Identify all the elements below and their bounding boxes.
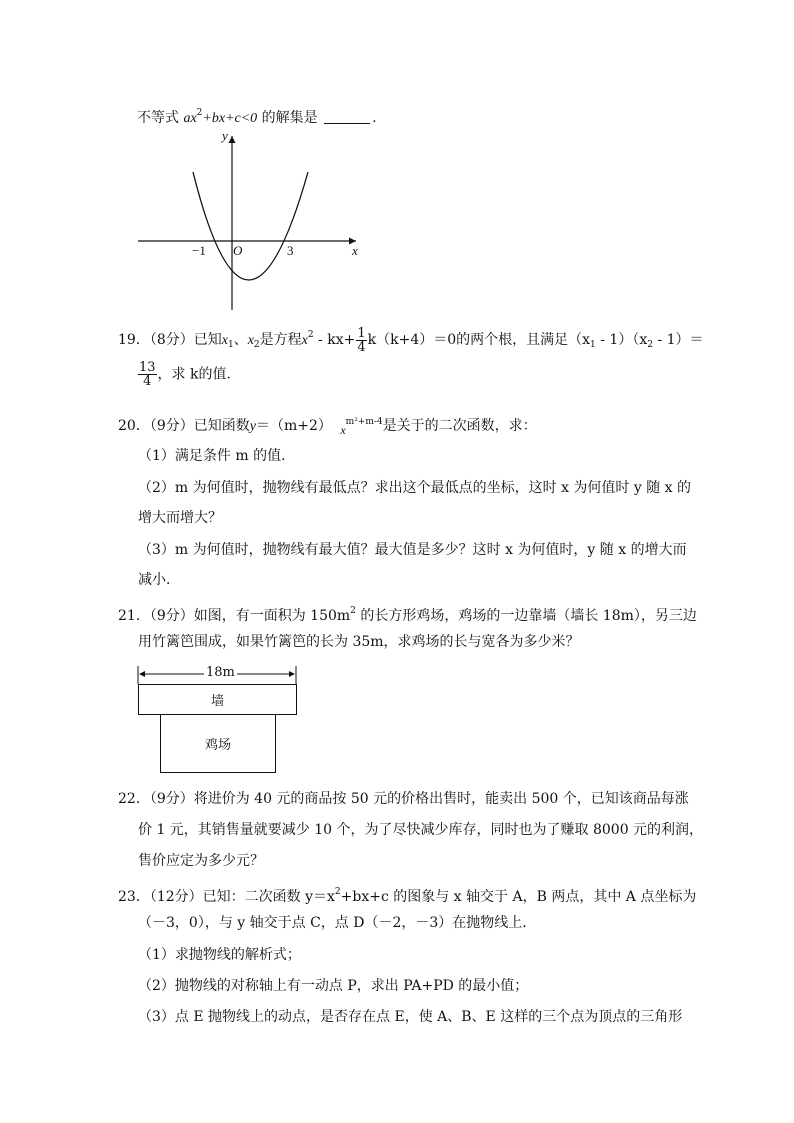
frac-num: 1 xyxy=(357,325,366,341)
q23-line2: （－3，0），与 y 轴交于点 C，点 D（－2，－3）在抛物线上． xyxy=(138,915,537,931)
q23-sup: 2 xyxy=(334,887,341,897)
q19-eq-rest: - kx+ xyxy=(313,332,356,348)
q21-line2: 用竹篱笆围成，如果竹篱笆的长为 35m，求鸡场的长与宽各为多少米？ xyxy=(138,634,580,650)
q20-line1-b: ＝（m+2） xyxy=(255,418,332,434)
q20-line1-c: 是关于的二次函数，求： xyxy=(382,418,537,434)
q20-part3-cont: 减小． xyxy=(138,572,180,588)
q20-exponent: m²+m-4 xyxy=(345,417,383,427)
tick-label-3: 3 xyxy=(287,243,294,258)
q21-line1-b: 的长方形鸡场，鸡场的一边靠墙（墙长 18m），另三边 xyxy=(355,608,697,624)
dimension-label xyxy=(204,664,237,682)
origin-label: O xyxy=(233,243,243,258)
q21-line1-a: 21．（9分）如图，有一面积为 150m xyxy=(118,608,351,624)
q21-sup: 2 xyxy=(350,606,356,616)
q19-x1: x xyxy=(221,333,228,348)
q19-mid: 是方程 xyxy=(259,332,302,348)
wall-box xyxy=(138,684,297,715)
q19-sep: 、 xyxy=(233,332,248,348)
q20-part2-cont: 增大而增大？ xyxy=(138,510,222,526)
parabola-curve xyxy=(193,172,308,280)
q19-sub2: 2 xyxy=(253,340,260,350)
q18-expr-b: +bx+c<0 xyxy=(202,111,258,126)
q19-num: 19．（8分）已知 xyxy=(118,332,222,348)
x-axis-label: x xyxy=(352,243,358,258)
fraction-thirteen-quarters xyxy=(138,361,157,388)
q22-line2: 价 1 元，其销售量就要减少 10 个，为了尽快减少库存，同时也为了赚取 8000 元的利润， xyxy=(138,822,704,838)
q19-t-mid: - 1）（x xyxy=(595,332,648,348)
wall-label: 墙 xyxy=(210,694,224,709)
q19-t-end: - 1）＝ xyxy=(652,332,704,348)
frac-den: 4 xyxy=(357,339,366,355)
q23-part3: （3）点 E 抛物线上的动点，是否存在点 E，使 A、B、E 这样的三个点为顶点的三角形 xyxy=(138,1009,683,1025)
q19-line1 xyxy=(118,322,704,358)
answer-blank xyxy=(324,110,370,124)
farm-label: 鸡场 xyxy=(204,738,231,753)
q18-sup: 2 xyxy=(196,108,203,118)
q18-prefix: 不等式 xyxy=(137,110,184,126)
q19-x2: x xyxy=(247,333,254,348)
q18-suffix: 的解集是 xyxy=(257,110,318,126)
q23-line1-a: 23．（12分）已知：二次函数 y＝x xyxy=(118,889,335,905)
q19-sub1: 1 xyxy=(227,340,234,350)
farm-box xyxy=(160,714,276,773)
q19-t-sub1: 1 xyxy=(590,340,596,350)
q22-line1: 22．（9分）将进价为 40 元的商品按 50 元的价格出售时，能卖出 500 个，已知该商品每涨 xyxy=(118,791,689,807)
q19-eq-sup: 2 xyxy=(307,330,314,340)
q20-part3: （3）m 为何值时，抛物线有最大值？最大值是多少？这时 x 为何值时，y 随 x 的增大而 xyxy=(138,542,687,558)
q20-part1: （1）满足条件 m 的值． xyxy=(138,448,296,464)
parabola-graph xyxy=(136,128,366,314)
q19-line2-tail: ，求 k的值． xyxy=(157,366,241,383)
q20-line1-a: 20．（9分）已知函数 xyxy=(118,418,250,434)
fraction-one-quarter xyxy=(356,327,366,354)
q18-line xyxy=(137,103,377,129)
q19-t-sub2: 2 xyxy=(647,340,653,350)
q18-end: . xyxy=(372,110,377,126)
tick-label-neg1: −1 xyxy=(192,243,206,258)
q23-part1: （1）求抛物线的解析式； xyxy=(138,947,301,963)
q20-y: y xyxy=(249,419,256,434)
frac2-num: 13 xyxy=(139,360,156,375)
q20-part2: （2）m 为何值时，抛物线有最低点？求出这个最低点的坐标，这时 x 为何值时 y 随 x 的 xyxy=(138,480,692,496)
q19-eq-x: x xyxy=(301,333,308,348)
dimension-label-text: 18m xyxy=(206,665,235,680)
q21-line1 xyxy=(118,601,697,626)
q23-line1 xyxy=(118,882,696,907)
q23-line1-b: +bx+c 的图象与 x 轴交于 A，B 两点，其中 A 点坐标为 xyxy=(340,889,697,905)
y-axis-label: y xyxy=(222,128,228,143)
q19-line2 xyxy=(137,361,240,388)
q19-eq-tail: k（k+4）＝0的两个根，且满足（x xyxy=(367,332,591,348)
q23-part2: （2）抛物线的对称轴上有一动点 P，求出 PA+PD 的最小值； xyxy=(138,978,529,994)
q20-base: x xyxy=(340,423,346,437)
frac2-den: 4 xyxy=(143,374,152,389)
q22-line3: 售价应定为多少元？ xyxy=(138,853,264,869)
q20-line1 xyxy=(118,412,537,440)
q18-expr-a: ax xyxy=(183,111,197,126)
